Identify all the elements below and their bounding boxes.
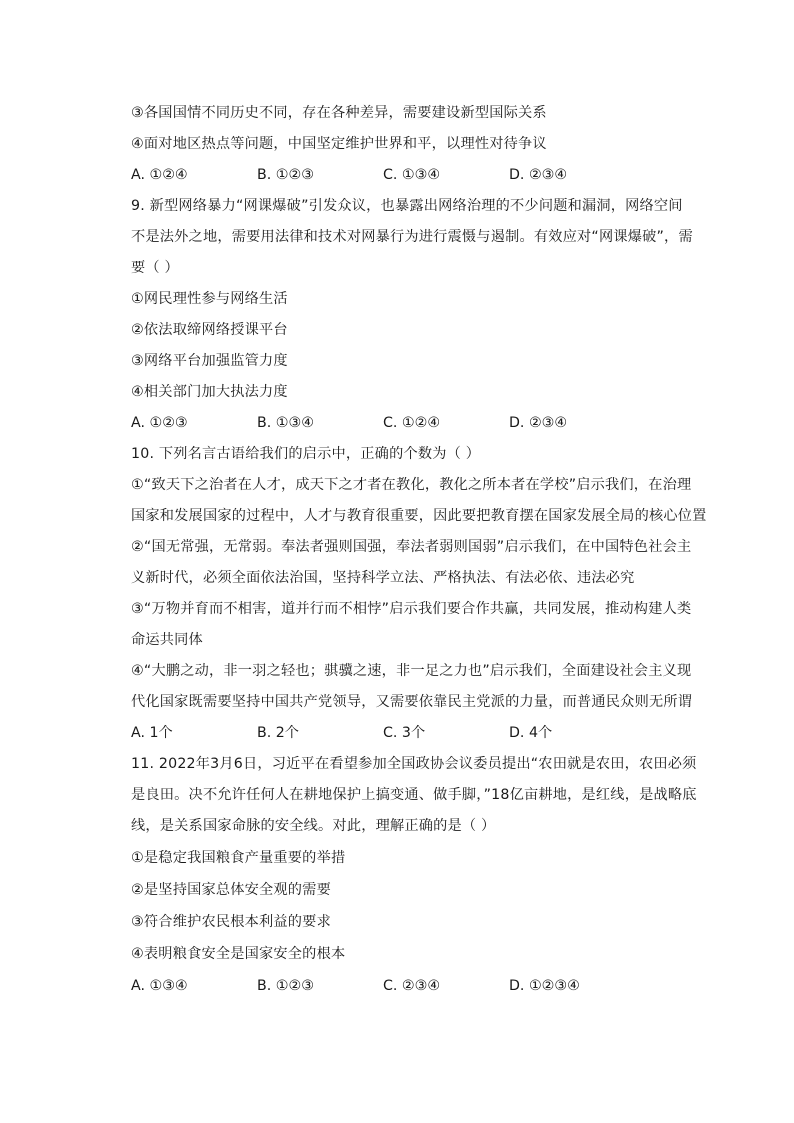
q8-option-d: D. ②③④ [509, 167, 568, 183]
q10-statement-line-5: ③“万物并育而不相害，道并行而不相悖”启示我们要合作共赢，共同发展，推动构建人类 [131, 601, 692, 617]
q10-statement-line-1: ①“致天下之治者在人才，成天下之才者在教化，教化之所本者在学校”启示我们，在治理 [131, 477, 692, 493]
q9-option-c: C. ①②④ [383, 415, 441, 431]
q11-statement-4: ④表明粮食安全是国家安全的根本 [131, 946, 346, 962]
q8-option-c: C. ①③④ [383, 167, 441, 183]
q11-stem-line-2: 是良田。决不允许任何人在耕地保护上搞变通、做手脚，”18亿亩耕地，是红线，是战略底 [131, 787, 697, 803]
q9-statement-1: ①网民理性参与网络生活 [131, 291, 288, 307]
q10-statement-line-8: 代化国家既需要坚持中国共产党领导，又需要依靠民主党派的力量，而普通民众则无所谓 [131, 694, 693, 710]
q9-statement-4: ④相关部门加大执法力度 [131, 384, 288, 400]
q8-statement-3: ③各国国情不同历史不同，存在各种差异，需要建设新型国际关系 [131, 105, 547, 121]
q11-option-d: D. ①②③④ [509, 978, 580, 994]
q9-statement-3: ③网络平台加强监管力度 [131, 353, 288, 369]
q9-option-d: D. ②③④ [509, 415, 568, 431]
q9-stem-line-3: 要（ ） [131, 260, 179, 276]
q11-stem-line-1: 11. 2022年3月6日，习近平在看望参加全国政协会议委员提出“农田就是农田，农田必须 [131, 756, 697, 772]
q9-option-b: B. ①③④ [257, 415, 314, 431]
q10-option-d: D. 4个 [509, 725, 553, 741]
q11-statement-2: ②是坚持国家总体安全观的需要 [131, 882, 331, 898]
q11-statement-3: ③符合维护农民根本利益的要求 [131, 914, 331, 930]
q11-option-b: B. ①②③ [257, 978, 314, 994]
q10-statement-line-7: ④“大鹏之动，非一羽之轻也；骐骥之速，非一足之力也”启示我们，全面建设社会主义现 [131, 663, 692, 679]
q8-option-a: A. ①②④ [131, 167, 188, 183]
q10-statement-line-3: ②“国无常强，无常弱。奉法者强则国强，奉法者弱则国弱”启示我们，在中国特色社会主 [131, 539, 692, 555]
q10-option-a: A. 1个 [131, 725, 173, 741]
q11-option-c: C. ②③④ [383, 978, 441, 994]
q10-stem: 10. 下列名言古语给我们的启示中，正确的个数为（ ） [131, 446, 481, 462]
q10-statement-line-2: 国家和发展国家的过程中，人才与教育很重要，因此要把教育摆在国家发展全局的核心位置 [131, 508, 707, 524]
q9-stem-line-1: 9. 新型网络暴力“网课爆破”引发众议，也暴露出网络治理的不少问题和漏洞，网络空间 [131, 198, 683, 214]
q10-option-c: C. 3个 [383, 725, 426, 741]
q10-statement-line-6: 命运共同体 [131, 632, 203, 648]
q9-option-a: A. ①②③ [131, 415, 188, 431]
q10-statement-line-4: 义新时代，必须全面依法治国，坚持科学立法、严格执法、有法必依、违法必究 [131, 570, 635, 586]
q11-stem-line-3: 线，是关系国家命脉的安全线。对此，理解正确的是（ ） [131, 818, 496, 834]
q9-statement-2: ②依法取缔网络授课平台 [131, 322, 288, 338]
q9-stem-line-2: 不是法外之地，需要用法律和技术对网暴行为进行震慑与遏制。有效应对“网课爆破”，需 [131, 229, 693, 245]
q10-option-b: B. 2个 [257, 725, 299, 741]
q11-option-a: A. ①③④ [131, 978, 188, 994]
q8-statement-4: ④面对地区热点等问题，中国坚定维护世界和平，以理性对待争议 [131, 136, 547, 152]
q8-option-b: B. ①②③ [257, 167, 314, 183]
q11-statement-1: ①是稳定我国粮食产量重要的举措 [131, 850, 346, 866]
